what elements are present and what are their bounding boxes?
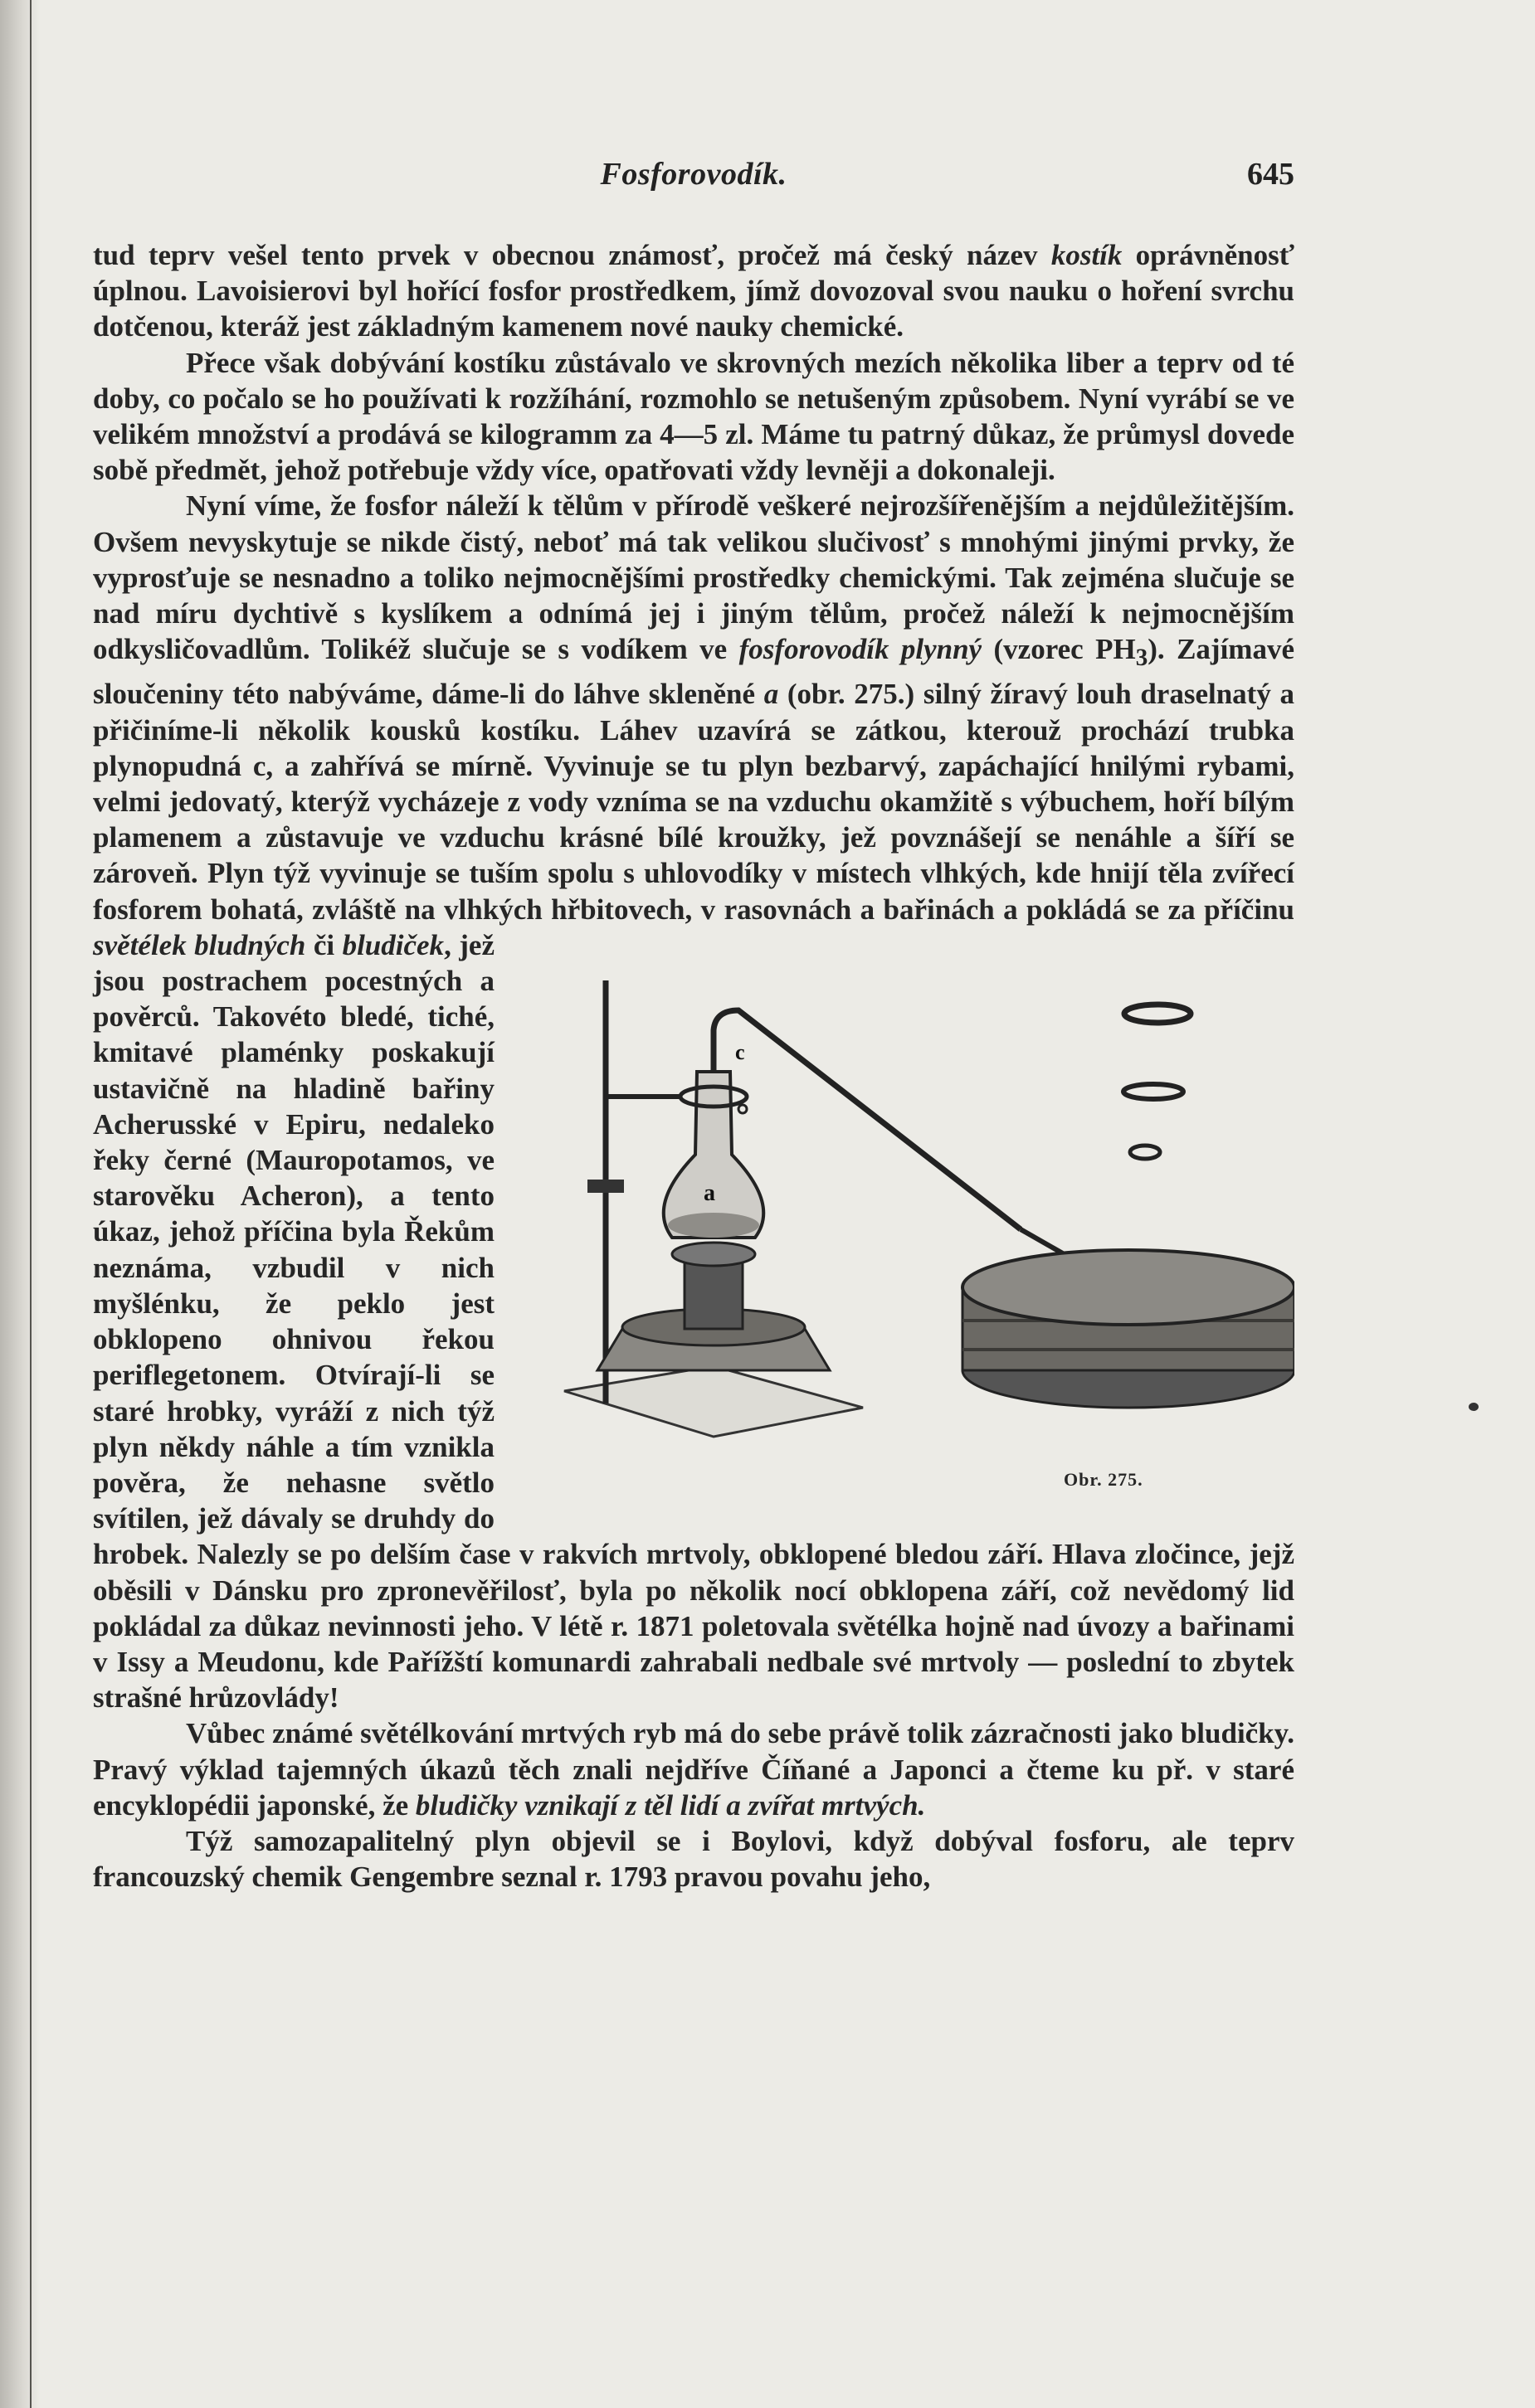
ink-spot bbox=[1469, 1403, 1479, 1411]
variable-a: a bbox=[763, 678, 779, 711]
subscript-3: 3 bbox=[1135, 645, 1148, 672]
page-number: 645 bbox=[1247, 157, 1294, 192]
paragraph-4-text: Vůbec známé světélkování mrtvých ryb má do sebe právě tolik zázračnosti jako bludičky. Pravý výklad tajemných úkazů těch znali nejdříve Číňané a Japonci a čteme ku př. v staré encyklopédii japonské, že bbox=[93, 1717, 1294, 1822]
body-text bbox=[93, 237, 1294, 1895]
paragraph-3-text-d: (obr. 275.) silný žíravý louh draselnatý a přičiníme-li několik kousků kostíku. Láhev uzavírá se zátkou, kterouž prochází trubka plynopudná c, a zahřívá se mírně. Vyvinuje se tu plyn bezbarvý, zapáchající hnilými rybami, velmi jedovatý, kterýž vycházeje z vody vzníma se na vzduchu okamžitě s výbuchem, hoří bílým plamenem a zůstavuje ve vzduchu krásné bílé kroužky, jež povznášejí se nenáhle a šíří se zároveň. Plyn týž vyvinuje se tuším spolu s uhlovodíky v místech vlhkých, kde hnijí těla zvířecí fosforem bohatá, zvláště na vlhkých hřbitovech, v rasovnách a bařinách a pokládá se za příčinu bbox=[93, 678, 1294, 926]
paragraph-3-text-c: ). Zajímavé sloučeniny této nabýváme, dáme-li do láhve skleněné bbox=[93, 633, 1294, 711]
running-header bbox=[93, 156, 1294, 197]
paragraph-1-text-a: tud teprv vešel tento prvek v obecnou známosť, pročež má český název bbox=[93, 239, 1051, 271]
paragraph-1 bbox=[93, 237, 1294, 345]
paragraph-3-text-b: (vzorec PH bbox=[982, 633, 1136, 666]
water-surface bbox=[962, 1250, 1294, 1325]
apparatus-illustration bbox=[506, 931, 1294, 1528]
term-svetelek: světélek bludných bbox=[93, 928, 306, 961]
book-page bbox=[93, 0, 1294, 2408]
paragraph-3-ci: či bbox=[305, 928, 343, 961]
term-kostik: kostík bbox=[1050, 239, 1123, 271]
tube-label: c bbox=[735, 1039, 745, 1064]
figure-caption: Obr. 275. bbox=[1064, 1468, 1143, 1490]
term-fosforovodik: fosforovodík plynný bbox=[738, 633, 982, 666]
stand-clamp bbox=[587, 1180, 624, 1193]
flask-label: a bbox=[704, 1180, 715, 1206]
paragraph-1-text-b: oprávněnosť úplnou. Lavoisierovi byl hořící fosfor prostředkem, jímž dovozoval svou nauku o hoření svrchu dotčenou, kteráž jest základným kamenem nové nauky chemické. bbox=[93, 239, 1294, 343]
paragraph-4 bbox=[93, 1715, 1294, 1823]
book-spine-shadow bbox=[0, 0, 40, 2408]
term-bludicek: bludiček bbox=[342, 928, 445, 961]
figure-275 bbox=[506, 931, 1294, 1528]
japanese-quote: bludičky vznikají z těl lidí a zvířat mrtvých. bbox=[415, 1788, 926, 1822]
paragraph-3-text-a: Nyní víme, že fosfor náleží k tělům v přírodě veškeré nejrozšířenějším a nejdůležitějším. Ovšem nevyskytuje se nikde čistý, neboť má tak velikou slučivosť s mnohými jinými prvky, že vyprosťuje se nesnadno a toliko nejmocnějšími prostředky chemickými. Tak zejména slučuje se nad míru dychtivě s kyslíkem a odnímá jej i jiným tělům, pročež náleží k nejmocnějším odkysličovadlům. Tolikéž slučuje se s vodíkem ve bbox=[93, 489, 1294, 666]
paragraph-2: Přece však dobývání kostíku zůstávalo ve skrovných mezích několika liber a teprv od té doby, co počalo se ho používati k rozžíhání, rozmohlo se netušeným způsobem. Nyní vyrábí se ve velikém množství a prodává se kilogramm za 4—5 zl. Máme tu patrný důkaz, že průmysl dovede sobě předmět, jehož potřebuje vždy více, opatřovati vždy levněji a dokonaleji. bbox=[93, 346, 1294, 487]
page-edge-line bbox=[30, 0, 32, 2408]
running-title: Fosforovodík. bbox=[600, 157, 787, 192]
paragraph-5: Týž samozapalitelný plyn objevil se i Boylovi, když dobýval fosforu, ale teprv francouzský chemik Gengembre seznal r. 1793 pravou povahu jeho, bbox=[93, 1824, 1294, 1894]
paragraph-3-text-e: , jež jsou postrachem pocestných a pověrců. Takovéto bledé, tiché, kmitavé plaménky poskakují ustavičně na hladině bařiny Acherusské v Epiru, nedaleko řeky černé (Mauropotamos, ve starověku Acheron), a tento úkaz, jehož příčina byla Řekům neznáma, vzbudil v nich myšlénku, že peklo jest obklopeno ohnivou řekou periflegetonem. Otvírají-li se staré hrobky, vyráží z nich týž plyn někdy náhle a tím vznikla pověra, že nehasne světlo svítilen, jež dávaly se druhdy do hrobek. Nalezly se po delším čase v rakvích mrtvoly, obklopené bledou září. Hlava zločince, jejž oběsili v Dánsku pro zpronevěřilosť, byla po několik nocí obklopena září, což nevědomý lid pokládal za důkaz nevinnosti jeho. V létě r. 1871 poletovala světélka hojně nad úvozy a bařinami v Issy a Meudonu, kde Pařížští komunardi zahrabali nedbale své mrtvoly — poslední to zbytek strašné hrůzovlády! bbox=[93, 928, 1294, 1715]
paragraph-3 bbox=[93, 488, 1294, 1715]
